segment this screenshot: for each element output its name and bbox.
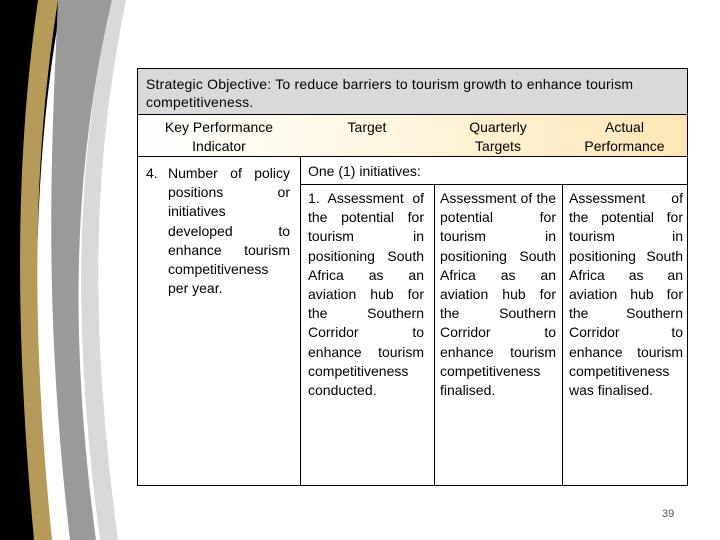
target-description: 1. Assessment of the potential for tourism in positioning South Africa as an aviation hub for the Southern Corridor to enhance tourism competitiveness conducted. — [308, 190, 424, 399]
actual-performance-description: Assessment of the potential for tourism in positioning South Africa as an aviation hub for the Southern Corridor to enhance tourism competitiveness was finalised. — [569, 190, 683, 399]
quarterly-target-description: Assessment of the potential for tourism in positioning South Africa as an aviation hub for the Southern Corridor to enhance tourism competitiveness finalised. — [440, 190, 556, 399]
column-divider — [300, 157, 301, 485]
header-kpi-line2: Indicator — [192, 138, 246, 154]
header-actual-line2: Performance — [584, 138, 665, 154]
header-kpi — [138, 115, 300, 156]
target-heading-divider — [300, 184, 687, 185]
target-heading: One (1) initiatives: — [308, 163, 421, 179]
header-target — [300, 115, 434, 156]
page-number: 39 — [662, 508, 675, 520]
header-kpi-line1: Key Performance — [164, 119, 274, 135]
objective-label: Strategic Objective: — [146, 76, 272, 92]
header-quarterly — [434, 115, 562, 156]
decorative-swoosh — [0, 0, 130, 540]
kpi-number: 4. — [146, 165, 158, 181]
objective-text: To reduce barriers to tourism growth to enhance tourism competitiveness. — [146, 76, 634, 110]
column-divider — [562, 184, 563, 485]
kpi-description: Number of policy positions or initiatives developed to enhance tourism competitiveness per year. — [168, 165, 290, 297]
strategic-objective — [138, 69, 687, 114]
header-target-label: Target — [347, 119, 387, 135]
header-quarterly-line1: Quarterly — [469, 119, 527, 135]
kpi-table — [137, 68, 688, 486]
column-divider — [434, 184, 435, 485]
table-header-row — [138, 114, 687, 157]
header-quarterly-line2: Targets — [475, 138, 521, 154]
header-actual-line1: Actual — [605, 119, 644, 135]
header-actual — [562, 115, 687, 156]
